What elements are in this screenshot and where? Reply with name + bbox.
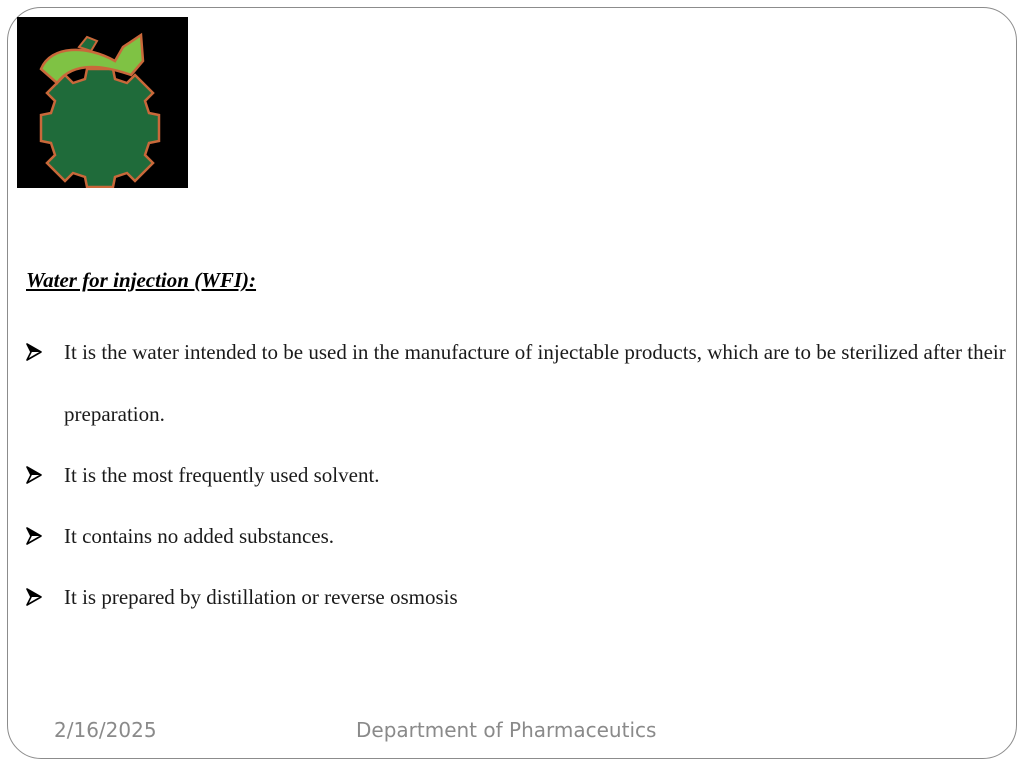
- section-heading: Water for injection (WFI):: [26, 268, 257, 292]
- bullet-text: It is prepared by distillation or reverse osmosis: [64, 585, 458, 609]
- footer-date: 2/16/2025: [54, 718, 157, 742]
- arrowhead-bullet-icon: [26, 588, 42, 606]
- gear-with-arrow-logo-icon: [17, 17, 188, 188]
- bullet-text: It is the most frequently used solvent.: [64, 463, 380, 487]
- arrowhead-bullet-icon: [26, 343, 42, 361]
- list-item: [26, 444, 1006, 506]
- list-item: [26, 505, 1006, 567]
- arrowhead-bullet-icon: [26, 466, 42, 484]
- bullet-text: It is the water intended to be used in the manufacture of injectable products, which are to be sterilized after their preparation.: [64, 340, 1006, 426]
- bullet-list: [26, 322, 1006, 628]
- arrowhead-bullet-icon: [26, 527, 42, 545]
- footer-department: Department of Pharmaceutics: [356, 718, 657, 742]
- bullet-text: It contains no added substances.: [64, 524, 335, 548]
- logo: [17, 17, 188, 188]
- list-item: [26, 566, 1006, 628]
- list-item: [26, 321, 1006, 445]
